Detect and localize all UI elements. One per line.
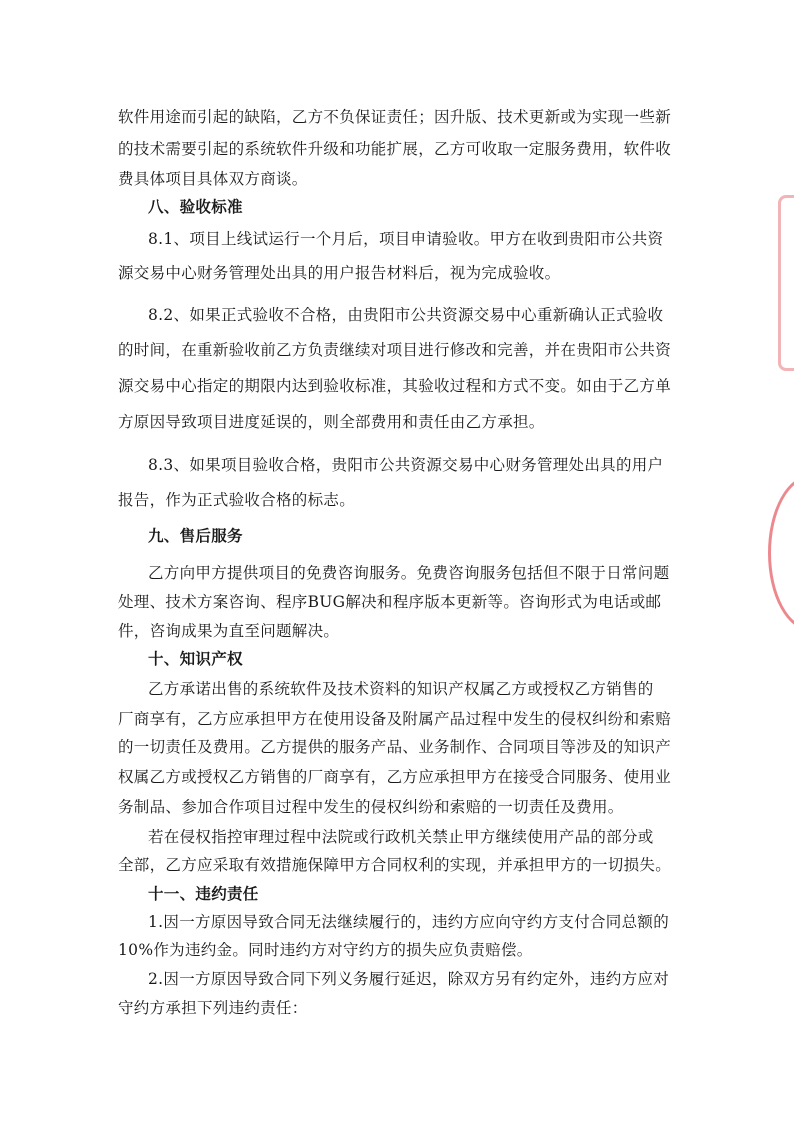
section-heading: 九、售后服务: [148, 526, 243, 545]
body-line: 件，咨询成果为直至问题解决。: [118, 622, 340, 640]
body-line: 厂商享有，乙方应承担甲方在使用设备及附属产品过程中发生的侵权纠纷和索赔: [118, 710, 672, 728]
body-line: 1.因一方原因导致合同无法继续履行的，违约方应向守约方支付合同总额的: [148, 913, 669, 931]
body-line: 方原因导致项目进度延误的，则全部费用和责任由乙方承担。: [118, 413, 545, 431]
body-line: 权属乙方或授权乙方销售的厂商享有，乙方应承担甲方在接受合同服务、使用业: [118, 768, 672, 786]
body-line: 软件用途而引起的缺陷，乙方不负保证责任；因升版、技术更新或为实现一些新: [118, 108, 672, 126]
body-line: 2.因一方原因导致合同下列义务履行延迟，除双方另有约定外，违约方应对: [148, 970, 669, 988]
body-line: 乙方向甲方提供项目的免费咨询服务。免费咨询服务包括但不限于日常问题: [148, 564, 670, 582]
body-line: 费具体项目具体双方商谈。: [118, 170, 308, 188]
body-line: 的技术需要引起的系统软件升级和功能扩展，乙方可收取一定服务费用，软件收: [118, 140, 672, 158]
seal-stamp-middle: [768, 475, 794, 631]
body-line: 源交易中心指定的期限内达到验收标准，其验收过程和方式不变。如由于乙方单: [118, 377, 672, 395]
body-line: 8.1、项目上线试运行一个月后，项目申请验收。甲方在收到贵阳市公共资: [148, 230, 664, 248]
section-heading: 八、验收标准: [148, 197, 243, 216]
section-heading: 十、知识产权: [148, 649, 243, 668]
body-line: 全部，乙方应采取有效措施保障甲方合同权利的实现，并承担甲方的一切损失。: [118, 856, 672, 874]
body-line: 的一切责任及费用。乙方提供的服务产品、业务制作、合同项目等涉及的知识产: [118, 738, 672, 756]
body-line: 报告，作为正式验收合格的标志。: [118, 491, 356, 509]
section-heading: 十一、违约责任: [148, 884, 259, 903]
body-line: 10%作为违约金。同时违约方对守约方的损失应负责赔偿。: [118, 941, 533, 959]
body-line: 守约方承担下列违约责任：: [118, 999, 308, 1017]
body-line: 的时间，在重新验收前乙方负责继续对项目进行修改和完善，并在贵阳市公共资: [118, 341, 672, 359]
seal-stamp-top: [778, 195, 794, 371]
body-line: 若在侵权指控审理过程中法院或行政机关禁止甲方继续使用产品的部分或: [148, 828, 654, 846]
body-line: 务制品、参加合作项目过程中发生的侵权纠纷和索赔的一切责任及费用。: [118, 798, 624, 816]
body-line: 源交易中心财务管理处出具的用户报告材料后，视为完成验收。: [118, 264, 561, 282]
body-line: 乙方承诺出售的系统软件及技术资料的知识产权属乙方或授权乙方销售的: [148, 680, 654, 698]
body-line: 8.2、如果正式验收不合格，由贵阳市公共资源交易中心重新确认正式验收: [148, 306, 664, 324]
body-line: 8.3、如果项目验收合格，贵阳市公共资源交易中心财务管理处出具的用户: [148, 456, 664, 474]
body-line: 处理、技术方案咨询、程序BUG解决和程序版本更新等。咨询形式为电话或邮: [118, 593, 662, 611]
